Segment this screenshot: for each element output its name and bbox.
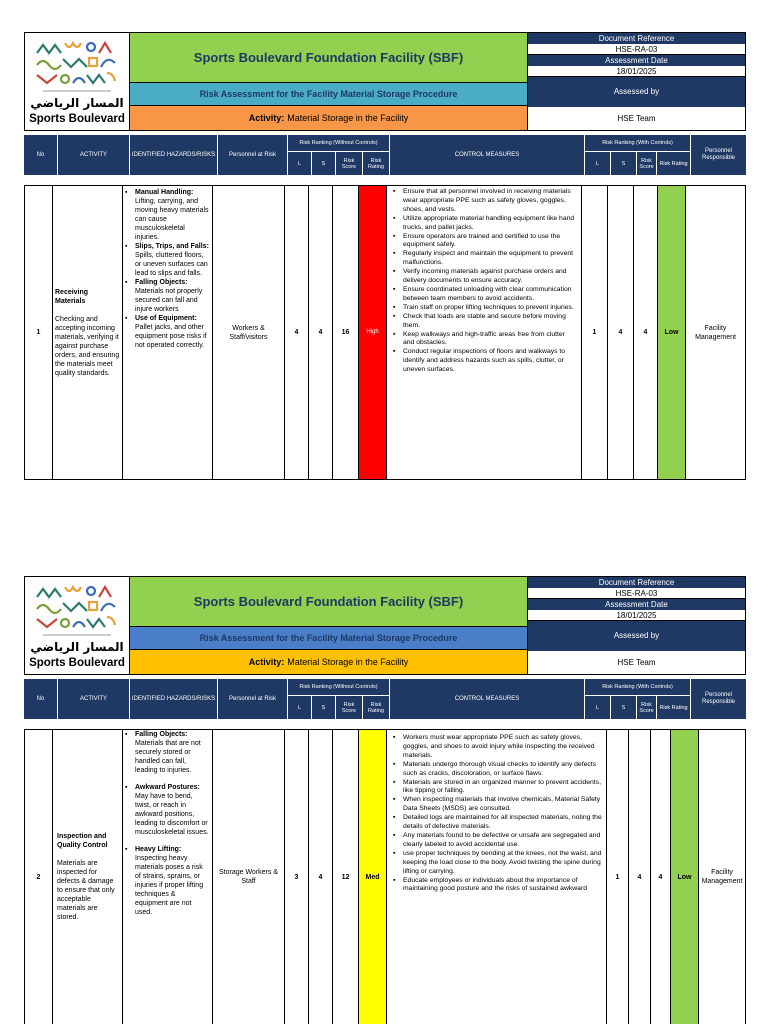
list-item: ▪ Conduct regular inspections of floors and walkways to identify and address hazards such as spills, clutter, or uneven surfaces. bbox=[391, 348, 577, 375]
hazard-desc: Spills, cluttered floors, or uneven surfaces can lead to slips and falls. bbox=[135, 252, 208, 277]
col-personnel-responsible: Personnel Responsible bbox=[701, 692, 736, 705]
table-row bbox=[24, 729, 746, 1024]
document-title: Sports Boulevard Foundation Facility (SBF) bbox=[130, 576, 528, 627]
col-s2: S bbox=[611, 695, 637, 719]
activity-banner bbox=[130, 106, 528, 131]
hazard-list bbox=[123, 730, 210, 917]
col-risk-rating: Risk Rating bbox=[363, 695, 390, 719]
row-number: 1 bbox=[25, 186, 53, 479]
assessment-date-label: Assessment Date bbox=[528, 55, 745, 66]
col-activity: ACTIVITY bbox=[58, 135, 130, 175]
activity-description: Materials are inspected for defects & damage to ensure that only acceptable materials are stored. bbox=[57, 860, 115, 921]
table-header bbox=[24, 679, 746, 719]
list-item: ▪ Any materials found to be defective or unsafe are segregated and clearly labeled to avoid accidental use. bbox=[391, 832, 602, 850]
col-risk-score2: Risk Score bbox=[637, 695, 657, 719]
risk-score-with-controls: 4 bbox=[651, 730, 671, 1024]
severity-with-controls: 4 bbox=[629, 730, 651, 1024]
likelihood-with-controls: 1 bbox=[582, 186, 608, 479]
col-risk-score: Risk Score bbox=[336, 151, 363, 175]
col-s: S bbox=[312, 151, 336, 175]
col-rr-with: Risk Ranking (With Controls) bbox=[585, 135, 691, 151]
document-subtitle: Risk Assessment for the Facility Material Storage Procedure bbox=[130, 83, 528, 106]
hazards-cell bbox=[123, 186, 213, 479]
col-rr-with: Risk Ranking (With Controls) bbox=[585, 679, 691, 695]
risk-assessment-page-2 bbox=[24, 576, 746, 921]
document-subtitle: Risk Assessment for the Facility Material Storage Procedure bbox=[130, 627, 528, 650]
control-measures-cell bbox=[387, 186, 582, 479]
list-item bbox=[123, 730, 210, 775]
doc-ref-value: HSE-RA-03 bbox=[528, 44, 745, 55]
list-item bbox=[123, 783, 210, 837]
control-measures-list bbox=[391, 188, 577, 375]
list-item: ▪ Workers must wear appropriate PPE such as safety gloves, goggles, and shoes to avoid injury while inspecting the received materials. bbox=[391, 734, 602, 761]
logo-box bbox=[24, 32, 130, 131]
sports-boulevard-logo-icon bbox=[33, 583, 121, 639]
sports-boulevard-logo-icon bbox=[33, 39, 121, 95]
control-measures-cell bbox=[387, 730, 607, 1024]
list-item: ▪ Keep walkways and high-traffic areas free from clutter and obstacles. bbox=[391, 331, 577, 349]
list-item: ▪ Ensure coordinated unloading with clear communication between team members to avoid accidents. bbox=[391, 286, 577, 304]
assessed-by-label: Assessed by bbox=[528, 77, 745, 107]
risk-rating-with-controls-badge: Low bbox=[658, 186, 686, 479]
assessed-by-value: HSE Team bbox=[617, 114, 656, 123]
table-row bbox=[24, 185, 746, 480]
col-rr-without: Risk Ranking (Without Controls) bbox=[288, 135, 390, 151]
hazard-title: ▪ Falling Objects: bbox=[135, 731, 188, 738]
list-item: ▪ Verify incoming materials against purchase orders and delivery documents to ensure accuracy. bbox=[391, 268, 577, 286]
col-no: No bbox=[24, 135, 58, 175]
hazard-desc: Materials that are not securely stored or handled can fall, leading to injuries. bbox=[135, 740, 201, 774]
list-item: ▪ Materials undergo thorough visual checks to identify any defects such as cracks, discoloration, or surface flaws. bbox=[391, 761, 602, 779]
logo-english-text: Sports Boulevard bbox=[29, 657, 125, 669]
hazards-cell bbox=[123, 730, 213, 1024]
hazard-list bbox=[123, 188, 210, 350]
severity-with-controls: 4 bbox=[608, 186, 634, 479]
col-l: L bbox=[288, 151, 312, 175]
activity-value: Material Storage in the Facility bbox=[287, 113, 409, 123]
col-rr-without: Risk Ranking (Without Controls) bbox=[288, 679, 390, 695]
document-reference-box bbox=[528, 576, 746, 675]
activity-cell bbox=[53, 186, 123, 479]
likelihood: 4 bbox=[285, 186, 309, 479]
assessment-date-value: 18/01/2025 bbox=[528, 610, 745, 621]
risk-rating-with-controls-badge: Low bbox=[671, 730, 699, 1024]
activity-title: Receiving Materials bbox=[55, 288, 89, 305]
col-activity: ACTIVITY bbox=[58, 679, 130, 719]
personnel-responsible: Facility Management bbox=[695, 324, 736, 341]
list-item: ▪ Utilize appropriate material handling equipment like hand trucks, and pallet jacks. bbox=[391, 215, 577, 233]
doc-ref-label: Document Reference bbox=[528, 33, 745, 44]
col-l: L bbox=[288, 695, 312, 719]
hazard-title: ▪ Use of Equipment: bbox=[135, 315, 197, 322]
col-l2: L bbox=[585, 151, 611, 175]
risk-rating-badge: Med bbox=[359, 730, 387, 1024]
activity-description: Checking and accepting incoming materials, verifying it against purchase orders, and ensuring the materials meet quality standards. bbox=[55, 315, 120, 377]
hazard-desc: May have to bend, twist, or reach in awkward positions, leading to discomfort or musculoskeletal issues. bbox=[135, 793, 209, 836]
hazard-desc: Pallet jacks, and other equipment pose risks if not operated correctly. bbox=[135, 324, 207, 349]
col-control-measures: CONTROL MEASURES bbox=[390, 679, 585, 719]
col-no: No bbox=[24, 679, 58, 719]
hazard-title: ▪ Manual Handling: bbox=[135, 189, 194, 196]
assessed-by-label: Assessed by bbox=[528, 621, 745, 651]
hazard-title: ▪ Heavy Lifting: bbox=[135, 846, 182, 853]
hazard-title: ▪ Falling Objects: bbox=[135, 279, 188, 286]
col-hazards: IDENTIFIED HAZARDS/RISKS bbox=[130, 679, 218, 719]
list-item bbox=[123, 188, 210, 242]
list-item: ▪ When inspecting materials that involve chemicals, Material Safety Data Sheets (MSDS) are consulted. bbox=[391, 796, 602, 814]
list-item: ▪ Materials are stored in an organized manner to prevent accidents, like tipping or falling. bbox=[391, 779, 602, 797]
col-s: S bbox=[312, 695, 336, 719]
doc-ref-value: HSE-RA-03 bbox=[528, 588, 745, 599]
col-risk-score: Risk Score bbox=[336, 695, 363, 719]
list-item bbox=[123, 314, 210, 350]
list-item bbox=[123, 278, 210, 314]
logo-box bbox=[24, 576, 130, 675]
list-item: ▪ Ensure that all personnel involved in receiving materials wear appropriate PPE such as safety gloves, goggles, shoes, and vests. bbox=[391, 188, 577, 215]
document-header bbox=[24, 576, 746, 675]
col-personnel-at-risk: Personnel at Risk bbox=[218, 135, 288, 175]
risk-score: 12 bbox=[333, 730, 359, 1024]
list-item: ▪ use proper techniques by bending at the knees, not the waist, and keeping the load close to the body. Avoid twisting the spine during lifting or carrying. bbox=[391, 850, 602, 877]
list-item: ▪ Train staff on proper lifting techniques to prevent injuries. bbox=[391, 304, 577, 313]
doc-ref-label: Document Reference bbox=[528, 577, 745, 588]
activity-label: Activity: bbox=[248, 657, 285, 667]
col-l2: L bbox=[585, 695, 611, 719]
severity: 4 bbox=[309, 730, 333, 1024]
document-header bbox=[24, 32, 746, 131]
risk-assessment-page-1 bbox=[24, 32, 746, 377]
col-hazards: IDENTIFIED HAZARDS/RISKS bbox=[130, 135, 218, 175]
list-item bbox=[123, 242, 210, 278]
personnel-at-risk: Workers & Staff/visitors bbox=[213, 186, 285, 479]
activity-cell bbox=[53, 730, 123, 1024]
logo-english-text: Sports Boulevard bbox=[29, 113, 125, 125]
list-item: ▪ Educate employees or individuals about the importance of maintaining good posture and the risks of sustained awkward bbox=[391, 877, 602, 895]
hazard-title: ▪ Slips, Trips, and Falls: bbox=[135, 243, 209, 250]
col-risk-rating2: Risk Rating bbox=[657, 151, 691, 175]
list-item: ▪ Ensure operators are trained and certified to use the equipment safely. bbox=[391, 233, 577, 251]
list-item: ▪ Check that loads are stable and secure before moving them. bbox=[391, 313, 577, 331]
row-number: 2 bbox=[25, 730, 53, 1024]
col-personnel-at-risk: Personnel at Risk bbox=[218, 679, 288, 719]
list-item bbox=[123, 845, 210, 917]
col-risk-rating: Risk Rating bbox=[363, 151, 390, 175]
logo-arabic-text: المسار الرياضي bbox=[30, 96, 124, 110]
activity-value: Material Storage in the Facility bbox=[287, 657, 409, 667]
col-risk-score2: Risk Score bbox=[637, 151, 657, 175]
control-measures-list bbox=[391, 734, 602, 894]
personnel-responsible: Facility Management bbox=[701, 869, 743, 885]
risk-score-with-controls: 4 bbox=[634, 186, 658, 479]
assessment-date-value: 18/01/2025 bbox=[528, 66, 745, 77]
personnel-at-risk: Storage Workers & Staff bbox=[213, 730, 285, 1024]
document-reference-box bbox=[528, 32, 746, 131]
list-item: ▪ Regularly inspect and maintain the equipment to prevent malfunctions. bbox=[391, 250, 577, 268]
col-control-measures: CONTROL MEASURES bbox=[390, 135, 585, 175]
col-risk-rating2: Risk Rating bbox=[657, 695, 691, 719]
hazard-desc: Materials not properly secured can fall and injure workers bbox=[135, 288, 203, 313]
likelihood-with-controls: 1 bbox=[607, 730, 629, 1024]
likelihood: 3 bbox=[285, 730, 309, 1024]
activity-title: Inspection and Quality Control bbox=[57, 833, 108, 849]
assessment-date-label: Assessment Date bbox=[528, 599, 745, 610]
table-header bbox=[24, 135, 746, 175]
activity-label: Activity: bbox=[248, 113, 285, 123]
col-s2: S bbox=[611, 151, 637, 175]
document-title: Sports Boulevard Foundation Facility (SBF) bbox=[130, 32, 528, 83]
hazard-desc: Inspecting heavy materials poses a risk of strains, sprains, or injuries if proper lifting techniques & equipment are not used. bbox=[135, 855, 204, 916]
hazard-desc: Lifting, carrying, and moving heavy materials can cause musculoskeletal injuries. bbox=[135, 198, 209, 241]
col-personnel-responsible: Personnel Responsible bbox=[701, 148, 736, 161]
logo-arabic-text: المسار الرياضي bbox=[30, 640, 124, 654]
hazard-title: ▪ Awkward Postures: bbox=[135, 784, 200, 791]
severity: 4 bbox=[309, 186, 333, 479]
risk-score: 16 bbox=[333, 186, 359, 479]
risk-rating-badge: High bbox=[359, 186, 387, 479]
list-item: ▪ Detailed logs are maintained for all inspected materials, noting the details of defective materials. bbox=[391, 814, 602, 832]
assessed-by-value: HSE Team bbox=[617, 658, 656, 667]
activity-banner bbox=[130, 650, 528, 675]
